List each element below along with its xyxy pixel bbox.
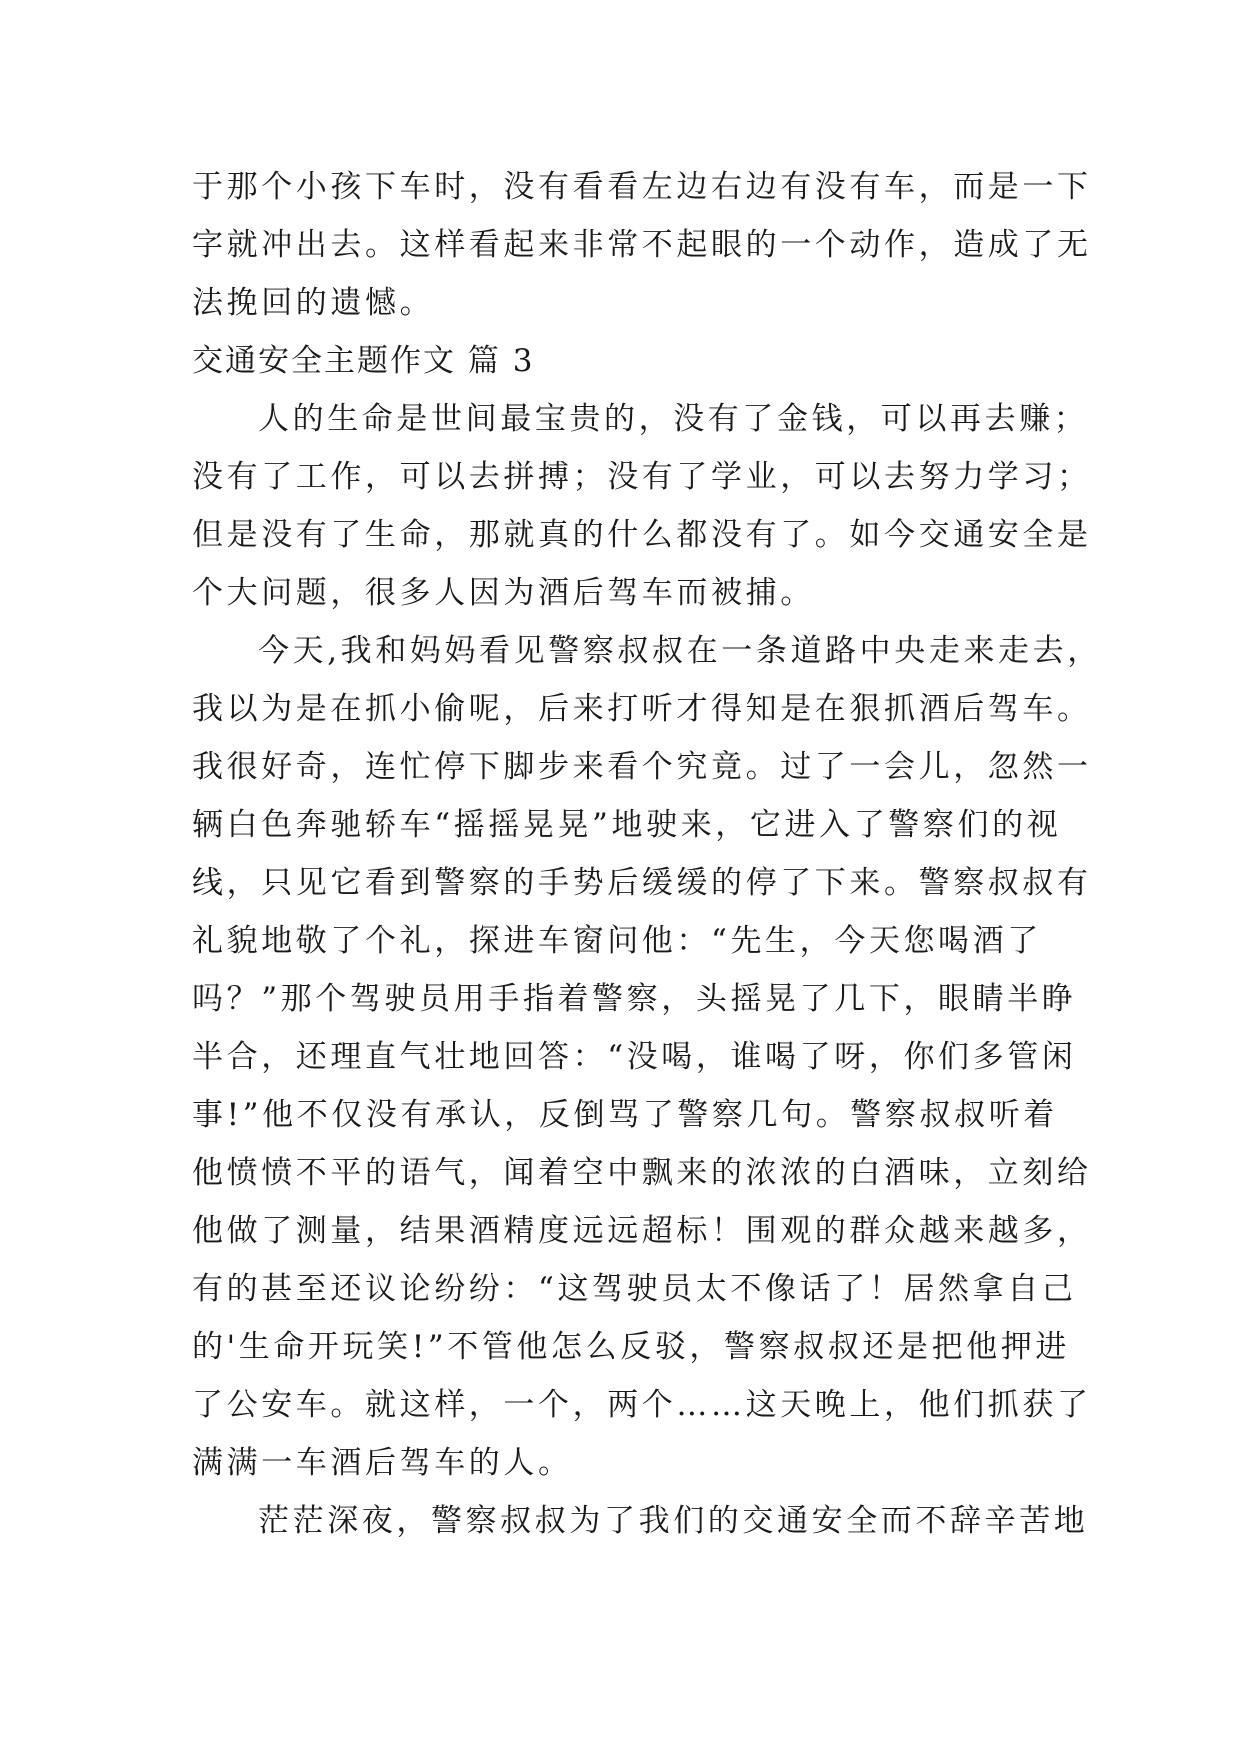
text-line: 没有了工作，可以去拼搏；没有了学业，可以去努力学习； — [192, 459, 1092, 495]
text-line: 线，只见它看到警察的手势后缓缓的停了下来。警察叔叔有 — [192, 865, 1092, 901]
text-line: 有的甚至还议论纷纷：“这驾驶员太不像话了！居然拿自己 — [192, 1271, 1077, 1307]
text-line: 我很好奇，连忙停下脚步来看个究竟。过了一会儿，忽然一 — [192, 749, 1092, 785]
text-line: 事!”他不仅没有承认，反倒骂了警察几句。警察叔叔听着 — [192, 1097, 1058, 1133]
text-line: 半合，还理直气壮地回答：“没喝，谁喝了呀，你们多管闲 — [192, 1039, 1077, 1075]
paragraph-2 — [192, 622, 1102, 1492]
text-line: 满满一车酒后驾车的人。 — [192, 1445, 573, 1481]
text-line: 茫茫深夜，警察叔叔为了我们的交通安全而不辞辛苦地 — [258, 1503, 1089, 1539]
text-line: 的'生命开玩笑!”不管他怎么反驳，警察叔叔还是把他押进 — [192, 1329, 1071, 1365]
text-line: 法挽回的遗憾。 — [192, 285, 435, 321]
text-line: 他愤愤不平的语气，闻着空中飘来的浓浓的白酒味，立刻给 — [192, 1155, 1092, 1191]
text-line: 今天,我和妈妈看见警察叔叔在一条道路中央走来走去， — [258, 633, 1102, 669]
text-line: 我以为是在抓小偷呢，后来打听才得知是在狠抓酒后驾车。 — [192, 691, 1092, 727]
text-line: 人的生命是世间最宝贵的，没有了金钱，可以再去赚； — [258, 401, 1089, 437]
text-line: 吗？”那个驾驶员用手指着警察，头摇晃了几下，眼睛半睁 — [192, 981, 1077, 1017]
section-title: 交通安全主题作文 篇 3 — [192, 343, 535, 379]
intro-paragraph — [192, 158, 1092, 332]
document-body — [192, 158, 1102, 1550]
text-line: 礼貌地敬了个礼，探进车窗问他：“先生，今天您喝酒了 — [192, 923, 1042, 959]
paragraph-3 — [192, 1492, 1089, 1550]
text-line: 但是没有了生命，那就真的什么都没有了。如今交通安全是 — [192, 517, 1092, 553]
paragraph-1 — [192, 390, 1092, 622]
text-line: 了公安车。就这样，一个，两个……这天晚上，他们抓获了 — [192, 1387, 1092, 1423]
text-line: 字就冲出去。这样看起来非常不起眼的一个动作，造成了无 — [192, 227, 1092, 263]
text-line: 他做了测量，结果酒精度远远超标！围观的群众越来越多， — [192, 1213, 1092, 1249]
text-line: 于那个小孩下车时，没有看看左边右边有没有车，而是一下 — [192, 169, 1092, 205]
text-line: 个大问题，很多人因为酒后驾车而被捕。 — [192, 575, 815, 611]
text-line: 辆白色奔驰轿车“摇摇晃晃”地驶来，它进入了警察们的视 — [192, 807, 1062, 843]
